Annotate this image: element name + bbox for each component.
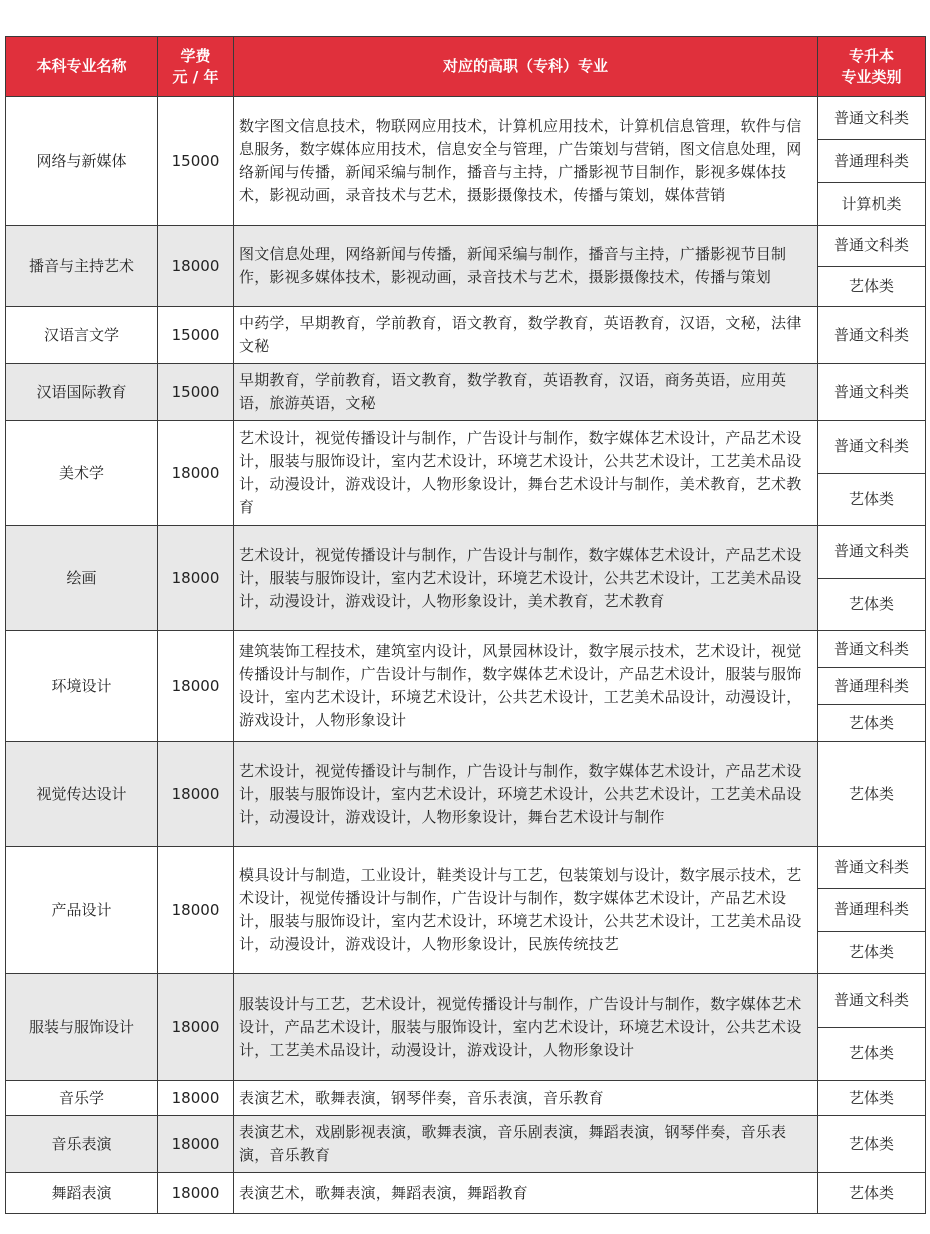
category-item: 艺体类 [818, 1116, 925, 1172]
feeder-majors-cell: 图文信息处理，网络新闻与传播，新闻采编与制作，播音与主持，广播影视节目制作，影视多媒体技术，影视动画，录音技术与艺术，摄影摄像技术，传播与策划 [234, 226, 818, 307]
category-item: 普通文科类 [818, 526, 925, 578]
tuition-cell: 18000 [158, 1173, 234, 1214]
category-cell [818, 526, 926, 631]
category-list [818, 974, 925, 1080]
tuition-cell: 18000 [158, 421, 234, 526]
category-item: 普通文科类 [818, 226, 925, 266]
header-tuition-line2: 元 / 年 [172, 67, 219, 86]
major-name-cell: 美术学 [6, 421, 158, 526]
major-name-cell: 汉语国际教育 [6, 364, 158, 421]
table-row [6, 1081, 926, 1116]
category-list [818, 742, 925, 846]
table-row [6, 1116, 926, 1173]
category-list [818, 847, 925, 973]
table-row [6, 974, 926, 1081]
category-item: 艺体类 [818, 704, 925, 741]
category-item: 艺体类 [818, 578, 925, 631]
category-cell [818, 1081, 926, 1116]
category-cell [818, 226, 926, 307]
category-item: 普通理科类 [818, 667, 925, 704]
category-item: 普通文科类 [818, 307, 925, 363]
tuition-cell: 15000 [158, 307, 234, 364]
feeder-majors-cell: 服装设计与工艺，艺术设计，视觉传播设计与制作，广告设计与制作，数字媒体艺术设计，产品艺术设计，服装与服饰设计，室内艺术设计，环境艺术设计，公共艺术设计，工艺美术品设计，动漫设计，游戏设计，人物形象设计 [234, 974, 818, 1081]
tuition-cell: 18000 [158, 526, 234, 631]
category-item: 普通文科类 [818, 97, 925, 139]
category-list [818, 1173, 925, 1213]
major-name-cell: 舞蹈表演 [6, 1173, 158, 1214]
feeder-majors-cell: 模具设计与制造，工业设计，鞋类设计与工艺，包装策划与设计，数字展示技术，艺术设计，视觉传播设计与制作，广告设计与制作，数字媒体艺术设计，产品艺术设计，服装与服饰设计，室内艺术设计，环境艺术设计，公共艺术设计，工艺美术品设计，动漫设计，游戏设计，人物形象设计，民族传统技艺 [234, 847, 818, 974]
feeder-majors-cell: 表演艺术，歌舞表演，钢琴伴奏，音乐表演，音乐教育 [234, 1081, 818, 1116]
category-item: 普通理科类 [818, 139, 925, 182]
category-cell [818, 97, 926, 226]
feeder-majors-cell: 数字图文信息技术，物联网应用技术，计算机应用技术，计算机信息管理，软件与信息服务，数字媒体应用技术，信息安全与管理，广告策划与营销，图文信息处理，网络新闻与传播，新闻采编与制作，播音与主持，广播影视节目制作，影视多媒体技术，影视动画，录音技术与艺术，摄影摄像技术，传播与策划，媒体营销 [234, 97, 818, 226]
category-item: 艺体类 [818, 473, 925, 526]
table-body [6, 97, 926, 1214]
table-row [6, 631, 926, 742]
category-cell [818, 974, 926, 1081]
tuition-cell: 15000 [158, 97, 234, 226]
feeder-majors-cell: 艺术设计，视觉传播设计与制作，广告设计与制作，数字媒体艺术设计，产品艺术设计，服装与服饰设计，室内艺术设计，环境艺术设计，公共艺术设计，工艺美术品设计，动漫设计，游戏设计，人物形象设计，美术教育，艺术教育 [234, 526, 818, 631]
table-header [6, 37, 926, 97]
category-cell [818, 631, 926, 742]
table-row [6, 526, 926, 631]
tuition-cell: 18000 [158, 1116, 234, 1173]
category-item: 普通文科类 [818, 631, 925, 667]
category-item: 艺体类 [818, 742, 925, 846]
major-name-cell: 绘画 [6, 526, 158, 631]
category-item: 计算机类 [818, 182, 925, 225]
category-cell [818, 742, 926, 847]
category-list [818, 1081, 925, 1115]
category-list [818, 364, 925, 420]
header-tuition-line1: 学费 [180, 46, 211, 65]
category-item: 普通文科类 [818, 847, 925, 888]
category-item: 艺体类 [818, 1081, 925, 1115]
table-row [6, 97, 926, 226]
majors-table [5, 36, 926, 1214]
category-item: 艺体类 [818, 1027, 925, 1081]
category-cell [818, 847, 926, 974]
category-item: 艺体类 [818, 266, 925, 307]
category-cell [818, 1173, 926, 1214]
category-cell [818, 364, 926, 421]
feeder-majors-cell: 艺术设计，视觉传播设计与制作，广告设计与制作，数字媒体艺术设计，产品艺术设计，服装与服饰设计，室内艺术设计，环境艺术设计，公共艺术设计，工艺美术品设计，动漫设计，游戏设计，人物形象设计，舞台艺术设计与制作 [234, 742, 818, 847]
category-item: 艺体类 [818, 931, 925, 973]
feeder-majors-cell: 早期教育，学前教育，语文教育，数学教育，英语教育，汉语，商务英语，应用英语，旅游英语，文秘 [234, 364, 818, 421]
category-item: 艺体类 [818, 1173, 925, 1213]
major-name-cell: 服装与服饰设计 [6, 974, 158, 1081]
table-row [6, 847, 926, 974]
tuition-cell: 18000 [158, 1081, 234, 1116]
category-cell [818, 1116, 926, 1173]
table-row [6, 421, 926, 526]
feeder-majors-cell: 表演艺术，歌舞表演，舞蹈表演，舞蹈教育 [234, 1173, 818, 1214]
category-list [818, 631, 925, 741]
category-cell [818, 307, 926, 364]
major-name-cell: 环境设计 [6, 631, 158, 742]
tuition-cell: 18000 [158, 847, 234, 974]
feeder-majors-cell: 表演艺术，戏剧影视表演，歌舞表演，音乐剧表演，舞蹈表演，钢琴伴奏，音乐表演，音乐教育 [234, 1116, 818, 1173]
tuition-cell: 18000 [158, 974, 234, 1081]
header-major-name: 本科专业名称 [6, 37, 158, 97]
category-item: 普通文科类 [818, 974, 925, 1027]
category-item: 普通理科类 [818, 888, 925, 930]
tuition-cell: 18000 [158, 742, 234, 847]
category-item: 普通文科类 [818, 421, 925, 473]
tuition-cell: 15000 [158, 364, 234, 421]
category-list [818, 1116, 925, 1172]
category-item: 普通文科类 [818, 364, 925, 420]
category-list [818, 97, 925, 225]
table-row [6, 226, 926, 307]
tuition-cell: 18000 [158, 226, 234, 307]
header-category [818, 37, 926, 97]
table-row [6, 364, 926, 421]
category-list [818, 526, 925, 630]
table-row [6, 742, 926, 847]
feeder-majors-cell: 建筑装饰工程技术，建筑室内设计，风景园林设计，数字展示技术，艺术设计，视觉传播设计与制作，广告设计与制作，数字媒体艺术设计，产品艺术设计，服装与服饰设计，室内艺术设计，环境艺术设计，公共艺术设计，工艺美术品设计，动漫设计，游戏设计，人物形象设计 [234, 631, 818, 742]
header-category-line2: 专业类别 [841, 67, 902, 86]
major-name-cell: 音乐学 [6, 1081, 158, 1116]
table-row [6, 1173, 926, 1214]
header-tuition [158, 37, 234, 97]
category-list [818, 421, 925, 525]
major-name-cell: 产品设计 [6, 847, 158, 974]
tuition-cell: 18000 [158, 631, 234, 742]
category-list [818, 226, 925, 306]
feeder-majors-cell: 艺术设计，视觉传播设计与制作，广告设计与制作，数字媒体艺术设计，产品艺术设计，服装与服饰设计，室内艺术设计，环境艺术设计，公共艺术设计，工艺美术品设计，动漫设计，游戏设计，人物形象设计，舞台艺术设计与制作，美术教育，艺术教育 [234, 421, 818, 526]
header-category-line1: 专升本 [848, 46, 894, 65]
header-feeder-majors: 对应的高职（专科）专业 [234, 37, 818, 97]
major-name-cell: 音乐表演 [6, 1116, 158, 1173]
major-name-cell: 播音与主持艺术 [6, 226, 158, 307]
feeder-majors-cell: 中药学，早期教育，学前教育，语文教育，数学教育，英语教育，汉语，文秘，法律文秘 [234, 307, 818, 364]
table-row [6, 307, 926, 364]
category-list [818, 307, 925, 363]
major-name-cell: 汉语言文学 [6, 307, 158, 364]
major-name-cell: 视觉传达设计 [6, 742, 158, 847]
major-name-cell: 网络与新媒体 [6, 97, 158, 226]
category-cell [818, 421, 926, 526]
